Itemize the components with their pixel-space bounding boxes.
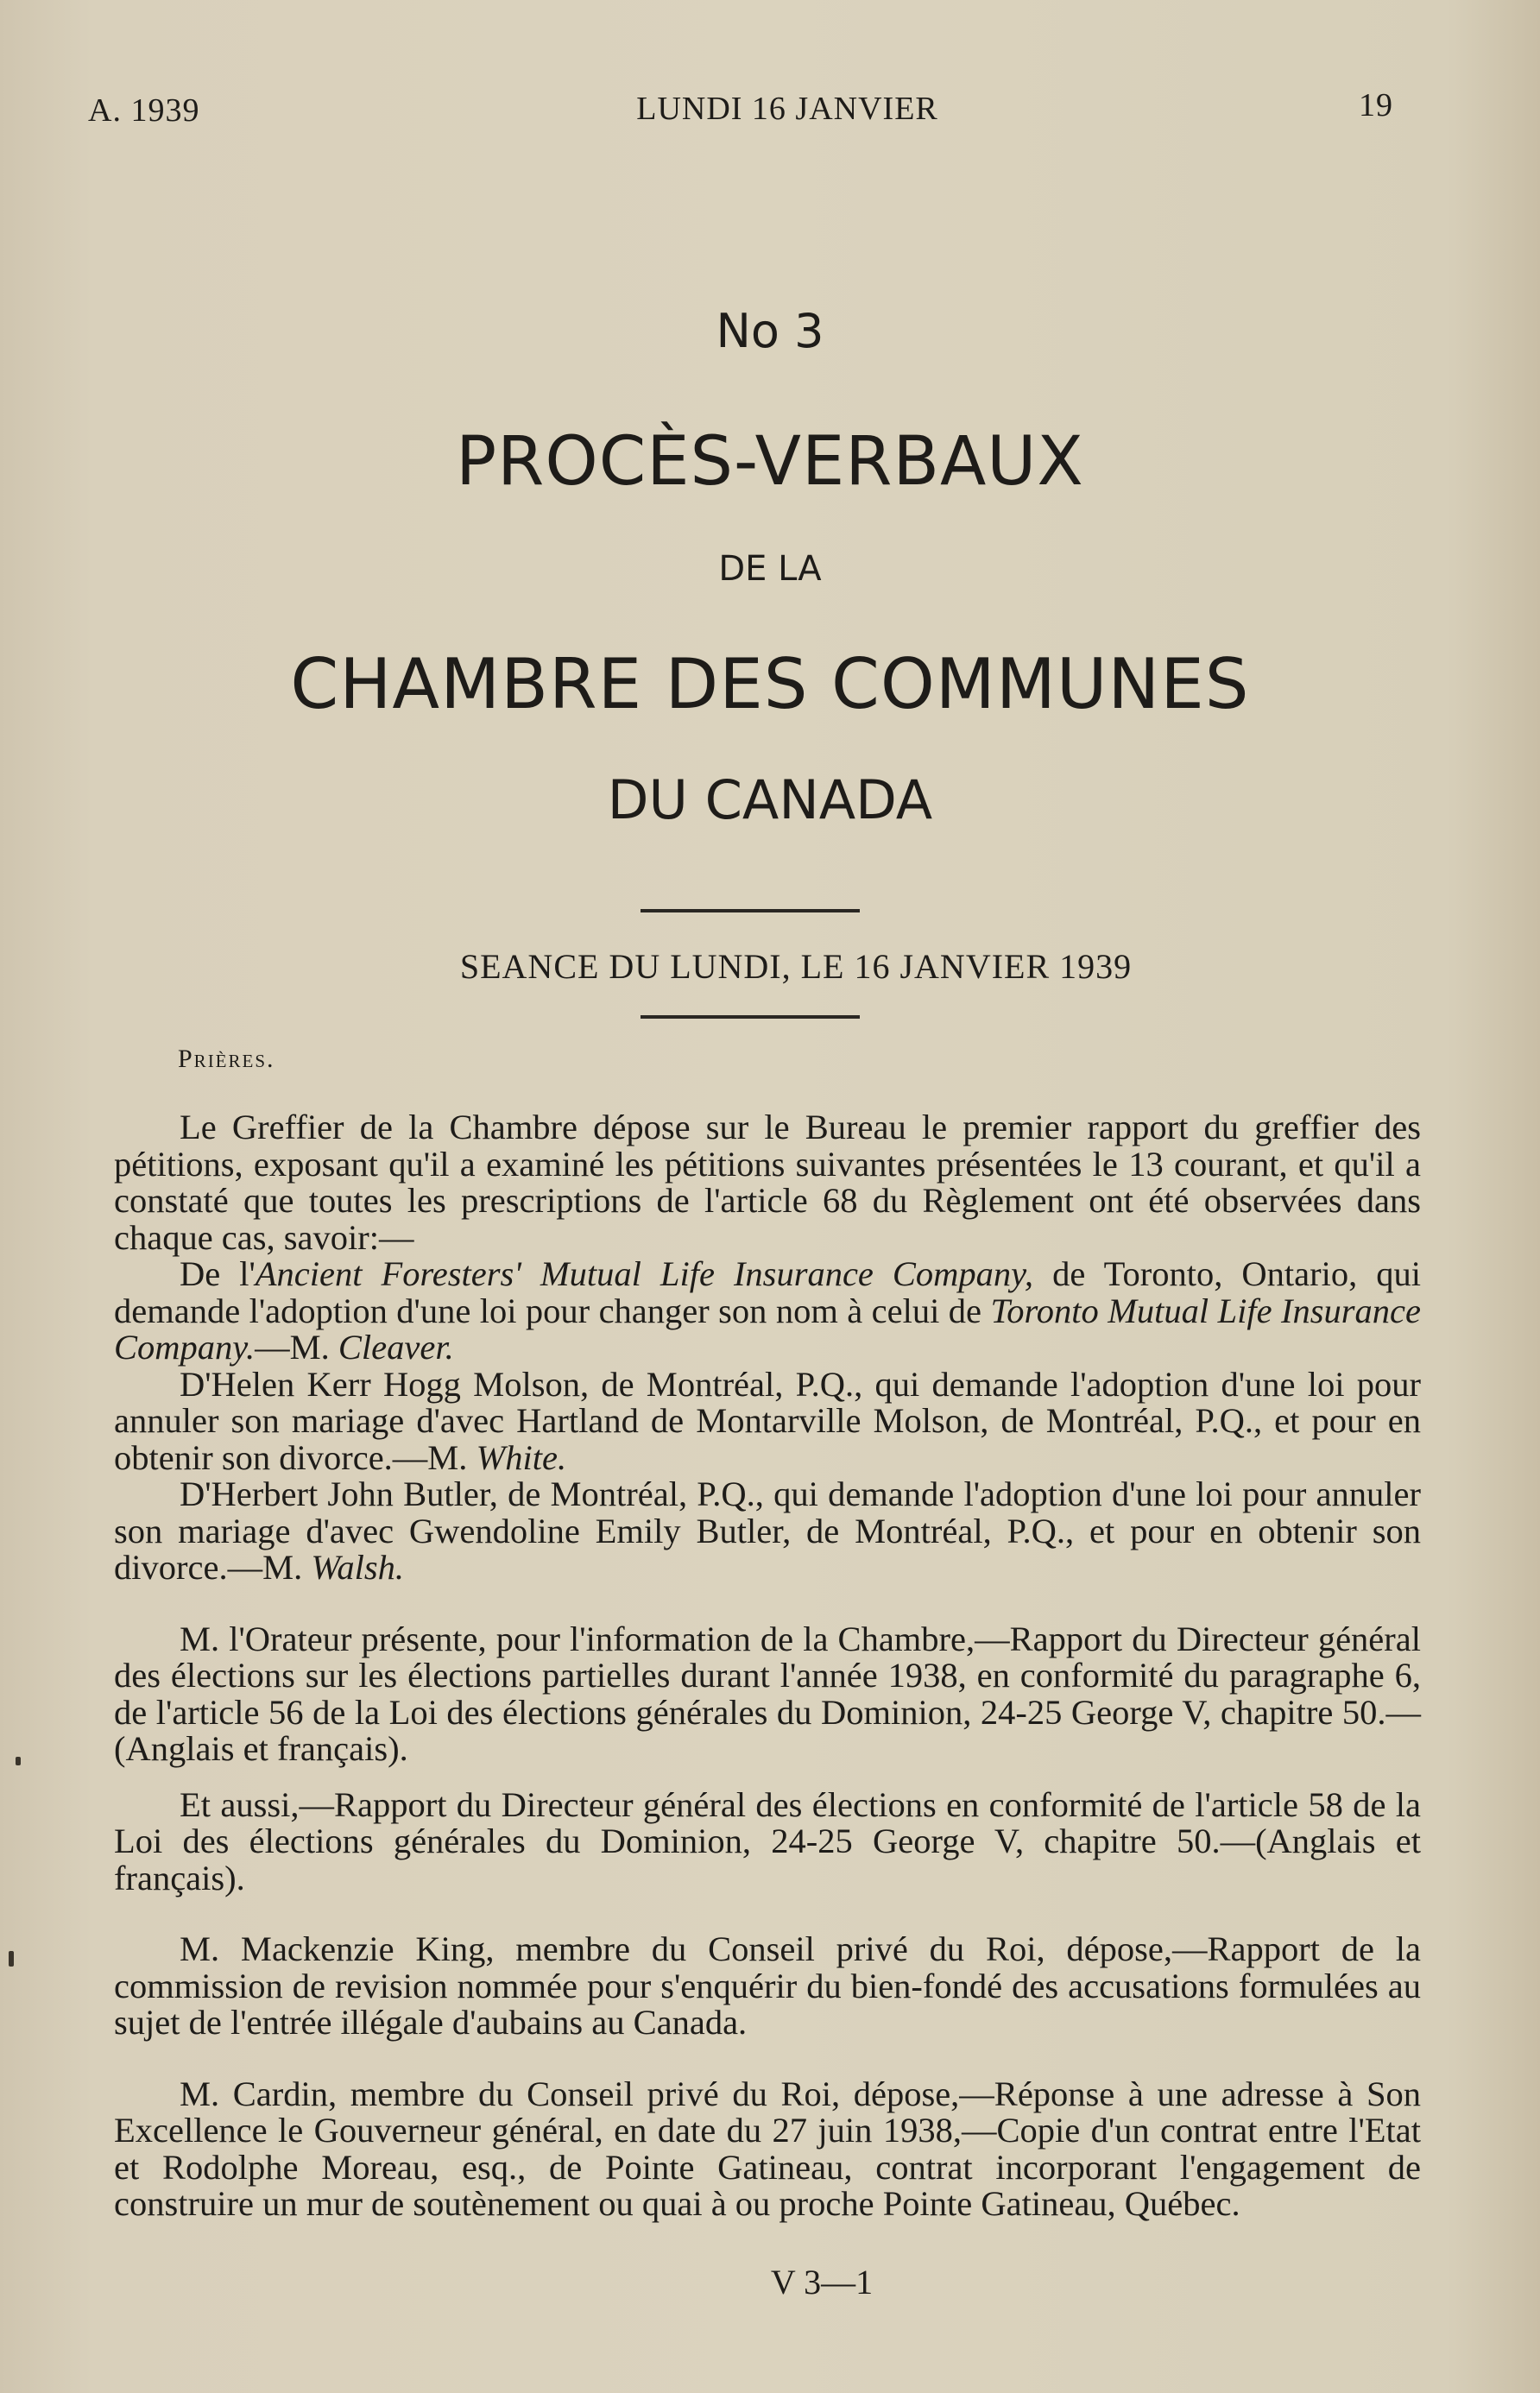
paragraph-orateur-rapport: M. l'Orateur présente, pour l'information de la Chambre,—Rapport du Directeur général des élections sur les élections partielles durant l'année 1938, en conformité du paragraphe 6, de l'article 56 de la Loi des élections générales du Dominion, 24-25 George V, chapitre 50.—(Anglais et français). <box>114 1619 1421 1768</box>
prieres-heading: Prières. <box>178 1045 275 1073</box>
title-de-la: DE LA <box>718 549 822 589</box>
paragraph-petition-foresters <box>114 1256 1421 1367</box>
text-run: de Toronto, Ontario, qui demande l'adoption d'une loi pour changer son nom à celui de <box>114 1254 1421 1330</box>
seance-heading: SEANCE DU LUNDI, LE 16 JANVIER 1939 <box>459 947 1133 986</box>
divider-top <box>641 909 860 912</box>
margin-mark <box>9 1951 14 1967</box>
folio-signature: V 3—1 <box>770 2263 874 2301</box>
paragraph-et-aussi: Et aussi,—Rapport du Directeur général des élections en conformité de l'article 58 de la Loi des élections générales du Dominion, 24-25 George V, chapitre 50.—(Anglais et français). <box>114 1784 1421 1897</box>
text-run: D'Helen Kerr Hogg Molson, de Montréal, P.Q., qui demande l'adoption d'une loi pour annuler son mariage d'avec Hartland de Montarville Molson, de Montréal, P.Q., et pour en obtenir son divorce.—M. <box>114 1364 1421 1477</box>
member-name: Walsh. <box>311 1548 404 1587</box>
paragraph-greffier: Le Greffier de la Chambre dépose sur le Bureau le premier rapport du greffier des pétitions, exposant qu'il a examiné les pétitions suivantes présentées le 13 courant, et qu'il a constaté que toutes les prescriptions de l'article 68 du Règlement ont été observées dans chaque cas, savoir:— <box>114 1108 1421 1257</box>
member-name: White. <box>476 1437 567 1477</box>
paragraph-petition-butler <box>114 1476 1421 1587</box>
company-name: Ancient Foresters' Mutual Life Insurance Company, <box>255 1254 1034 1293</box>
text-run: —M. <box>255 1328 338 1367</box>
divider-bottom <box>641 1015 860 1019</box>
header-date: LUNDI 16 JANVIER <box>636 91 938 127</box>
text-run: D'Herbert John Butler, de Montréal, P.Q., qui demande l'adoption d'une loi pour annuler son mariage d'avec Gwendoline Emily Butler, de Montréal, P.Q., et pour en obtenir son divorce.—M. <box>114 1474 1421 1587</box>
title-chambre-des-communes: CHAMBRE DES COMMUNES <box>290 644 1250 724</box>
issue-number: No 3 <box>716 304 824 358</box>
text-run: De l' <box>180 1254 256 1293</box>
paragraph-petition-molson <box>114 1364 1421 1477</box>
paragraph-mackenzie-king: M. Mackenzie King, membre du Conseil privé du Roi, dépose,—Rapport de la commission de revision nommée pour s'enquérir du bien-fondé des accusations formulées au sujet de l'entrée illégale d'aubains au Canada. <box>114 1929 1421 2042</box>
header-year: A. 1939 <box>88 92 200 129</box>
member-name: Cleaver. <box>338 1328 454 1367</box>
page-number: 19 <box>1359 87 1393 123</box>
minutes-body <box>114 1109 1421 2223</box>
margin-mark <box>16 1757 21 1765</box>
new-company-name: Toronto Mutual Life Insurance Company. <box>114 1291 1421 1367</box>
paragraph-cardin: M. Cardin, membre du Conseil privé du Roi, dépose,—Réponse à une adresse à Son Excellence le Gouverneur général, en date du 27 juin 1938,—Copie d'un contrat entre l'Etat et Rodolphe Moreau, esq., de Pointe Gatineau, contrat incorporant l'engagement de construire un mur de soutènement ou quai à ou proche Pointe Gatineau, Québec. <box>114 2074 1421 2223</box>
title-du-canada: DU CANADA <box>607 768 933 831</box>
title-proces-verbaux: PROCÈS-VERBAUX <box>456 423 1084 501</box>
